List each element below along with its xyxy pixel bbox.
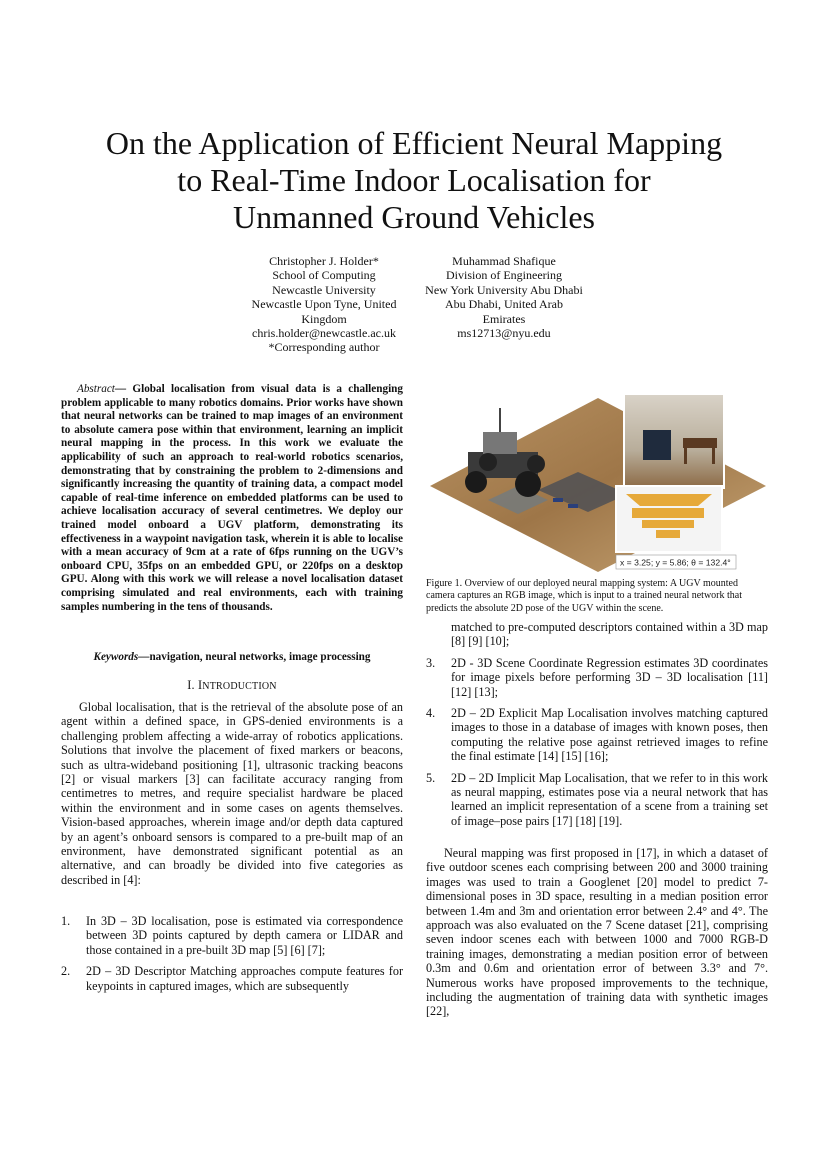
abstract-text: — Global localisation from visual data is a challenging problem applicable to many robotics domains. Prior works have shown that neural networks can be trained to map images of an environment to absolute camera pose within that environment, learning an implicit neural mapping in the process. In this work we evaluate the applicability of such an approach to real-world robotics scenarios, demonstrating that by constraining the problem to 2-dimensions and significantly increasing the quantity of training data, a compact model capable of real-time inference on embedded platforms can be used to achieve localisation accuracy of several centimetres. We deploy our trained model onboard a UGV platform, demonstrating its effectiveness in a waypoint navigation task, wherein it is able to localise with a mean accuracy of 9cm at a rate of 6fps running on the UGV’s onboard CPU, 35fps on an embedded GPU, or 220fps on a desktop GPU. Along with this work we will release a novel localisation dataset comprising simulated and real environments, each with training samples numbering in the tens of thousands. xyxy=(61,383,403,613)
section-title-rest: NTRODUCTION xyxy=(202,681,277,692)
author-block-1 xyxy=(244,254,404,355)
pose-label: x = 3.25; y = 5.86; θ = 132.4° xyxy=(620,557,731,568)
author-1-dept: School of Computing xyxy=(272,268,376,283)
section-number: I. xyxy=(187,678,195,692)
intro-paragraph xyxy=(61,700,403,887)
author-1-name: Christopher J. Holder* xyxy=(269,254,379,268)
keywords-text: navigation, neural networks, image processing xyxy=(149,651,371,663)
list-item-number: 3. xyxy=(426,655,436,670)
method-list-left xyxy=(61,914,403,1000)
figure-caption: Figure 1. Overview of our deployed neural mapping system: A UGV mounted camera captures an RGB image, which is input to a trained neural network that predicts the absolute 2D pose of the UGV within the scene. xyxy=(426,578,743,614)
intro-text: Global localisation, that is the retrieval of the absolute pose of an agent within a defined space, in GPS-denied environments is a challenging problem affecting a wide-array of robotics applications. Solutions that involve the placement of fixed markers or beacons, such as ultra-wideband positioning [1], ultrasonic tracking beacons [2] or visual markers [3] can facilitate accuracy ranging from centimetres to metres, and require specialist hardware be placed within the environment and in some cases on agents themselves. Vision-based approaches, wherein image and/or depth data captured by an agent’s onboard sensors is compared to a pre-built map of an environment, have demonstrated significant potential as an alternative, and can broadly be divided into five categories as described in [4]: xyxy=(61,700,403,887)
list-item-number: 5. xyxy=(426,770,436,785)
list-item xyxy=(61,964,403,993)
figure-1-illustration xyxy=(428,390,768,572)
neural-mapping-paragraph xyxy=(426,846,768,1019)
abstract-label: Abstract xyxy=(77,383,115,395)
method-list-right xyxy=(426,620,768,835)
list-item-number: 2. xyxy=(61,964,71,979)
author-2-univ: New York University Abu Dhabi xyxy=(425,282,583,297)
keywords-label: Keywords— xyxy=(93,651,150,663)
list-item xyxy=(61,914,403,957)
section-title-first: I xyxy=(198,678,203,692)
list-item-text: 2D – 3D Descriptor Matching approaches compute features for keypoints in captured images, which are subsequently xyxy=(86,964,403,993)
list-item xyxy=(426,771,768,829)
list-item-text: In 3D – 3D localisation, pose is estimated via correspondence between 3D points captured by depth camera or LIDAR and those contained in a pre-built 3D map [5] [6] [7]; xyxy=(86,914,403,957)
list-item-continuation: matched to pre-computed descriptors contained within a 3D map [8] [9] [10]; xyxy=(451,620,768,649)
list-item-text: 2D - 3D Scene Coordinate Regression estimates 3D coordinates for image pixels before performing 3D – 3D localisation [11] [12] [13]; xyxy=(451,655,768,699)
title-line-3: Unmanned Ground Vehicles xyxy=(233,199,595,235)
keywords xyxy=(61,650,403,664)
section-heading xyxy=(61,678,403,694)
list-item xyxy=(426,706,768,764)
title-line-1: On the Application of Efficient Neural Mapping xyxy=(105,125,723,161)
list-item-text: 2D – 2D Explicit Map Localisation involves matching captured images to those in a database of images with known poses, then computing the relative pose against retrieved images to refine the final estimate [14] [15] [16]; xyxy=(451,706,768,764)
author-1-univ: Newcastle University xyxy=(272,282,376,297)
abstract xyxy=(61,383,403,614)
list-item xyxy=(426,656,768,699)
author-1-email: chris.holder@newcastle.ac.uk xyxy=(252,326,396,341)
author-block-2 xyxy=(418,254,590,340)
paper-title xyxy=(60,125,768,236)
author-1-note: *Corresponding author xyxy=(268,340,380,355)
author-2-email: ms12713@nyu.edu xyxy=(457,326,551,341)
author-1-city: Newcastle Upon Tyne, United xyxy=(251,297,397,312)
author-2-dept: Division of Engineering xyxy=(446,268,562,283)
author-2-city: Abu Dhabi, United Arab xyxy=(445,297,563,312)
list-item-number: 1. xyxy=(61,914,71,928)
author-2-name: Muhammad Shafique xyxy=(452,254,556,268)
list-item-number: 4. xyxy=(426,706,436,721)
list-item-text: 2D – 2D Implicit Map Localisation, that we refer to in this work as neural mapping, estimates pose via a neural network that has learned an implicit representation of a scene from a training set of image–pose pairs [17] [18] [19]. xyxy=(451,770,768,828)
author-2-country: Emirates xyxy=(482,311,526,326)
title-line-2: to Real-Time Indoor Localisation for xyxy=(177,162,651,198)
author-1-country: Kingdom xyxy=(301,311,347,326)
neural-mapping-text: Neural mapping was first proposed in [17], in which a dataset of five outdoor scenes each comprising between 200 and 3000 training images was used to train a Googlenet [20] model to predict 7-dimensional poses in 3D space, resulting in a median position error between 1.4m and 3m and orientation error between 2.4° and 4°. The approach was also evaluated on the 7 Scene dataset [21], comprising seven indoor scenes each with between 1000 and 7000 RGB-D training images, demonstrating a median position error of between 0.3m and 0.6m and orientation error of between 3.3° and 7°. Numerous works have proposed improvements to the technique, including the augmentation of training data with synthetic images [22], xyxy=(426,846,768,1019)
